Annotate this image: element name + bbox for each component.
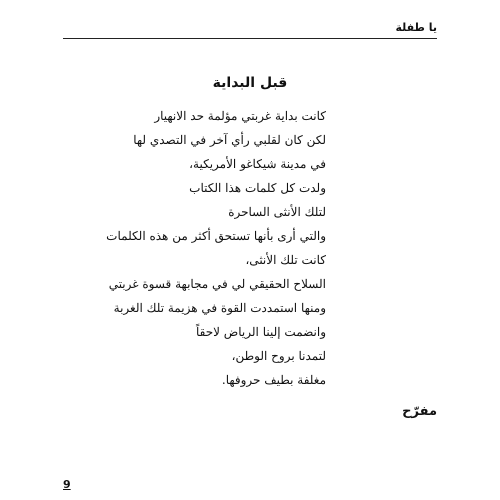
running-head-title: يا طفلة <box>395 21 437 34</box>
poem-line: السلاح الحقيقي لي في مجابهة قسوة غربتي <box>108 277 326 291</box>
poem-line: لتمدنا بروح الوطن، <box>231 349 326 363</box>
poem-body <box>106 104 326 392</box>
poem-line: ولدت كل كلمات هذا الكتاب <box>189 181 326 195</box>
poem-line: لكن كان لقلبي رأي آخر في التصدي لها <box>133 133 326 147</box>
author-signature: مفرّح <box>402 404 437 419</box>
poem-line: ومنها استمددت القوة في هزيمة تلك الغربة <box>113 301 326 315</box>
poem-line: في مدينة شيكاغو الأمريكية، <box>189 157 326 171</box>
poem-line: والتي أرى بأنها تستحق أكثر من هذه الكلمات <box>106 229 326 243</box>
poem-line: وانضمت إلينا الرياض لاحقاً <box>195 325 326 339</box>
poem-title: قبل البداية <box>212 75 288 91</box>
header-divider <box>63 38 437 39</box>
poem-line: كانت بداية غربتي مؤلمة حد الانهيار <box>154 109 326 123</box>
poem-line: كانت تلك الأنثى، <box>245 253 326 267</box>
poem-line: لتلك الأنثى الساحرة <box>228 205 326 219</box>
page-number: 9 <box>63 478 71 491</box>
poem-line: مغلفة بطيف حروفها. <box>221 373 326 387</box>
